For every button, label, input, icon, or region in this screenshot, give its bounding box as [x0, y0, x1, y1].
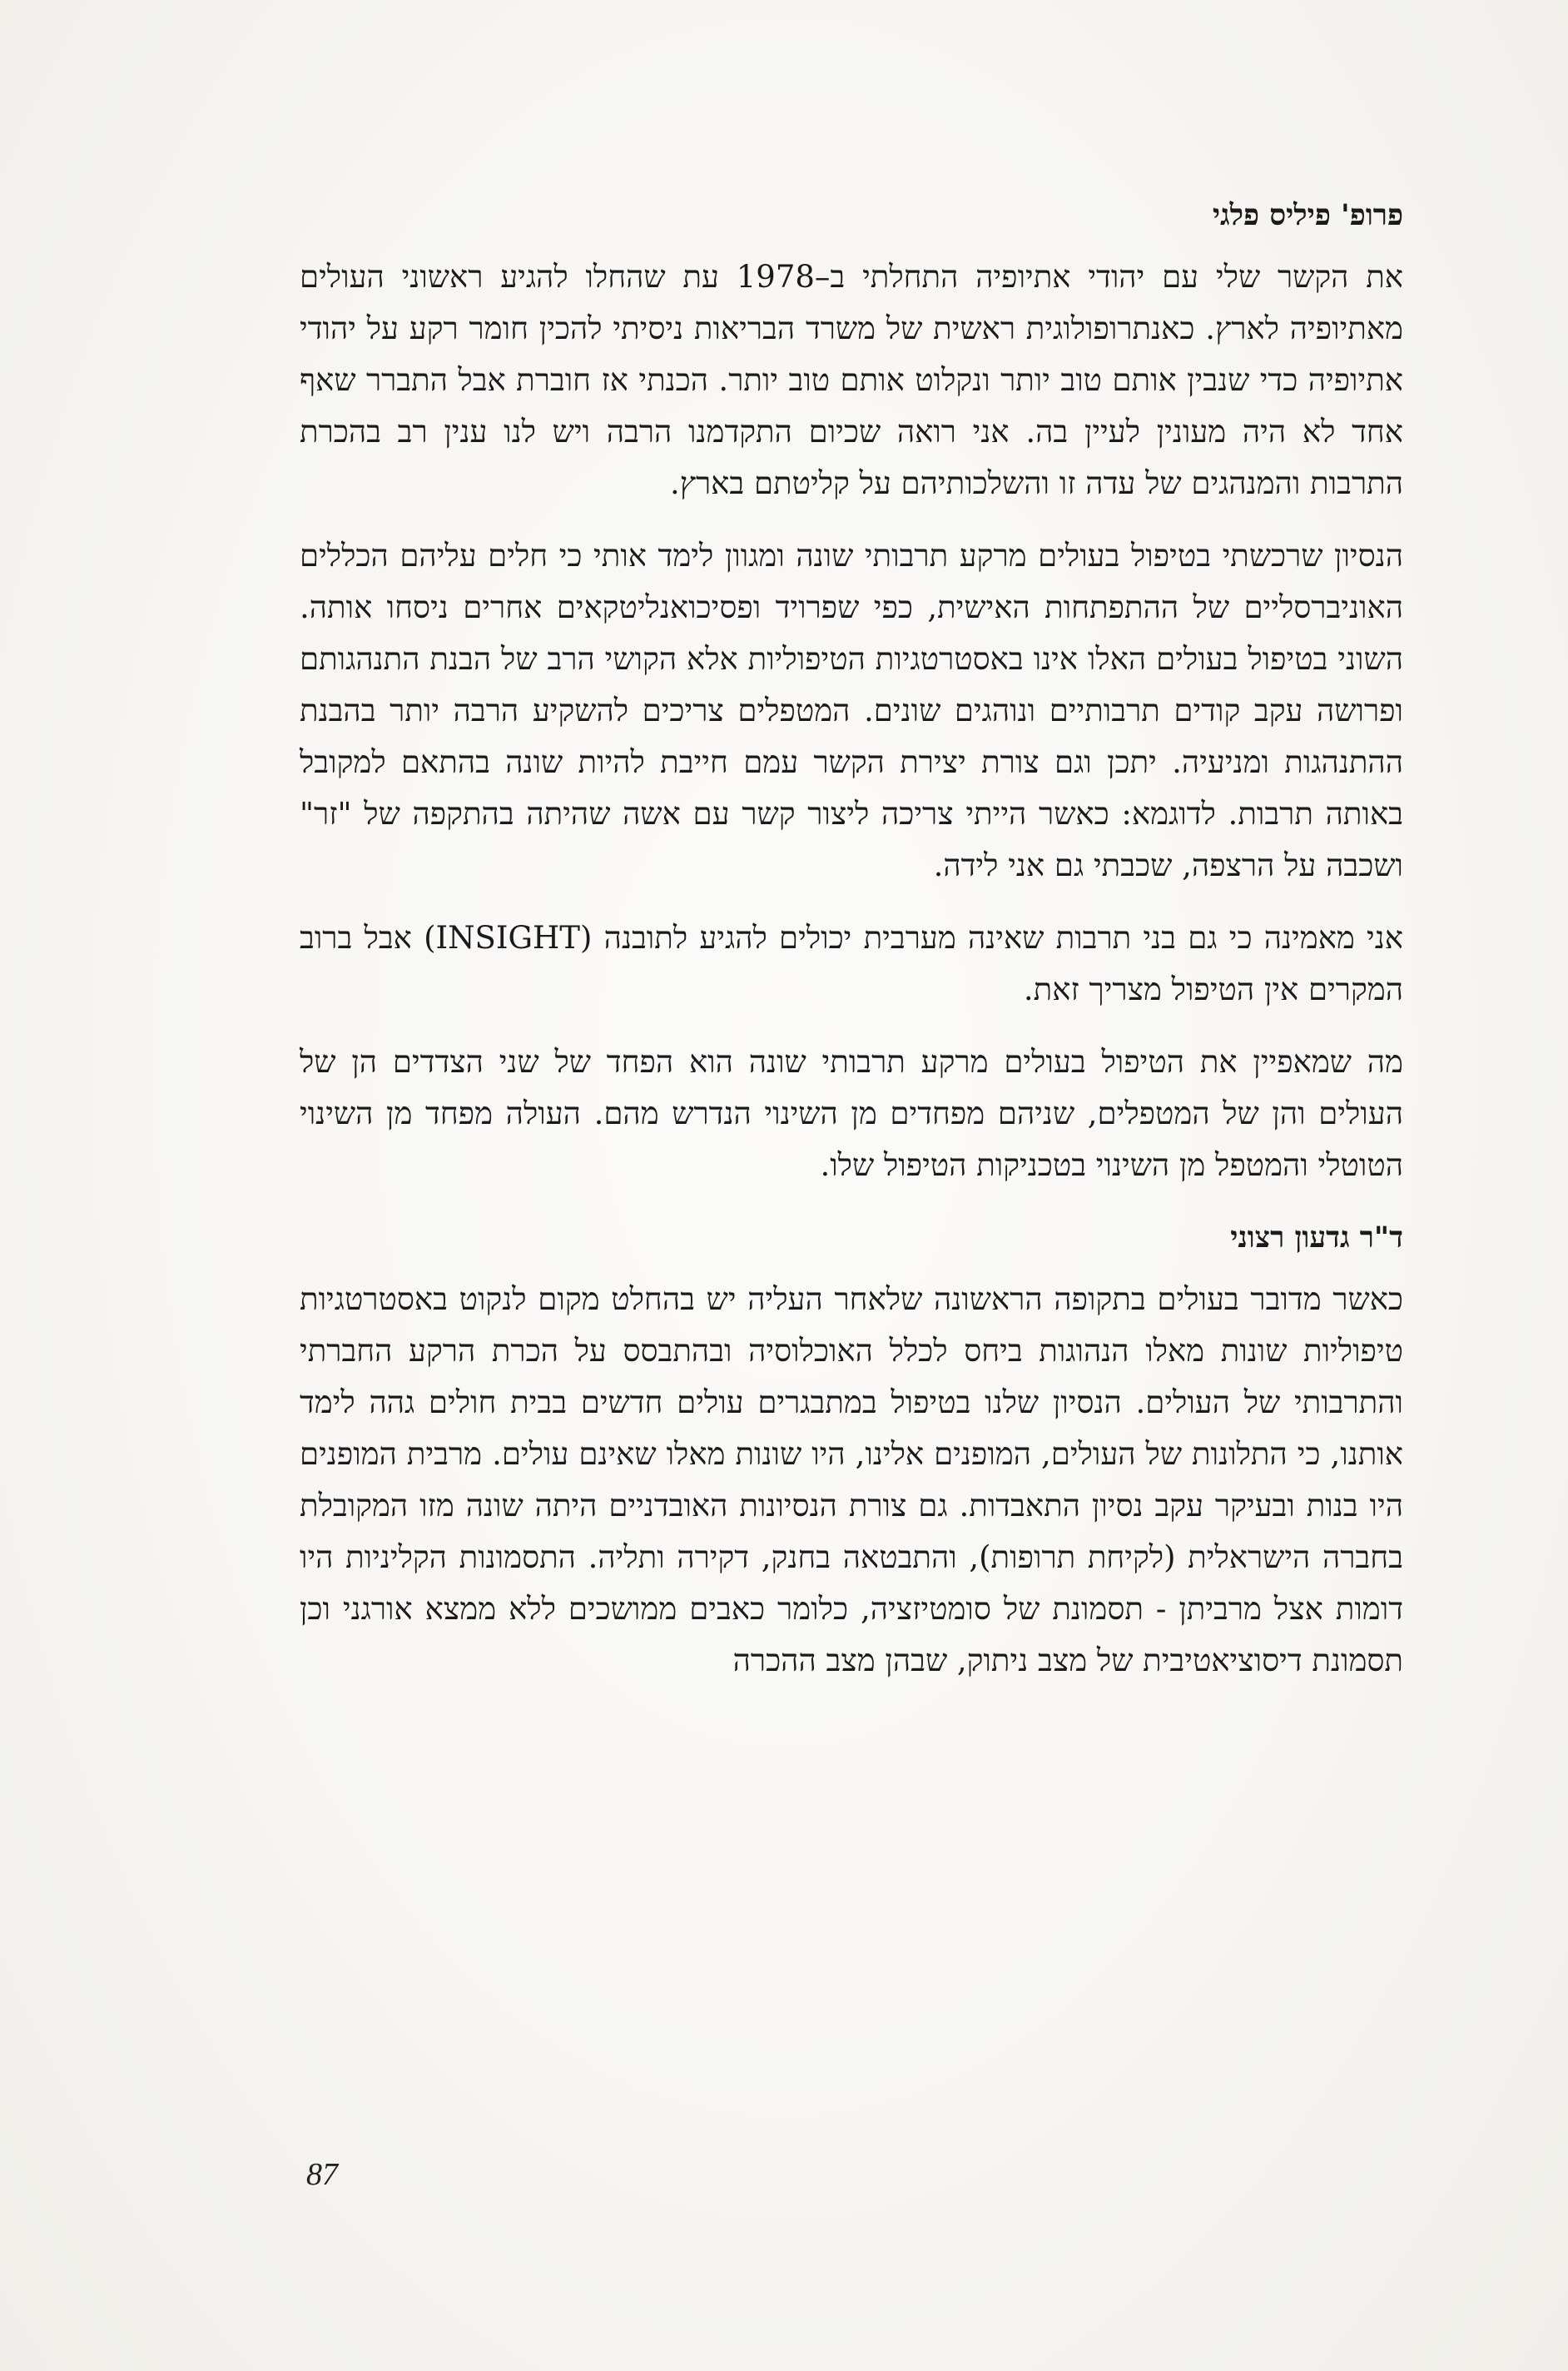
paragraph: הנסיון שרכשתי בטיפול בעולים מרקע תרבותי שונה ומגוון לימד אותי כי חלים עליהם הכללים האוניברסליים של ההתפתחות האישית, כפי שפרויד ופסיכואנליטקאים אחרים ניסחו אותה. השוני בטיפול בעולים האלו אינו באסטרטגיות הטיפוליות אלא הקושי הרב של הבנת התנהגותם ופרושה עקב קודים תרבותיים ונוהגים שונים. המטפלים צריכים להשקיע הרבה יותר בהבנת ההתנהגות ומניעיה. יתכן וגם צורת יצירת הקשר עמם חייבת להיות שונה בהתאם למקובל באותה תרבות. לדוגמא: כאשר הייתי צריכה ליצור קשר עם אשה שהיתה בהתקפה של "זר" ושכבה על הרצפה, שכבתי גם אני לידה. — [300, 538, 1403, 883]
page-number: 87 — [306, 2157, 338, 2192]
section-heading-palgi: פרופ' פיליס פלגי — [1212, 198, 1403, 232]
section-heading-ratzoni: ד"ר גדעון רצוני — [1230, 1220, 1403, 1255]
paragraph: אני מאמינה כי גם בני תרבות שאינה מערבית יכולים להגיע לתובנה (INSIGHT) אבל ברוב המקרים אין הטיפול מצריך זאת. — [300, 920, 1403, 1007]
paragraph: את הקשר שלי עם יהודי אתיופיה התחלתי ב–1978 עת שהחלו להגיע ראשוני העולים מאתיופיה לארץ. כאנתרופולוגית ראשית של משרד הבריאות ניסיתי להכין חומר רקע על יהודי אתיופיה כדי שנבין אותם טוב יותר ונקלוט אותם טוב יותר. הכנתי אז חוברת אבל התברר שאף אחד לא היה מעונין לעיין בה. אני רואה שכיום התקדמנו הרבה ויש לנו ענין רב בהכרת התרבות והמנהגים של עדה זו והשלכותיהם על קליטתם בארץ. — [300, 259, 1403, 501]
text-column — [300, 190, 1403, 1707]
paragraph: מה שמאפיין את הטיפול בעולים מרקע תרבותי שונה הוא הפחד של שני הצדדים הן של העולים והן של המטפלים, שניהם מפחדים מן השינוי הנדרש מהם. העולה מפחד מן השינוי הטוטלי והמטפל מן השינוי בטכניקות הטיפול שלו. — [300, 1044, 1403, 1183]
paragraph: כאשר מדובר בעולים בתקופה הראשונה שלאחר העליה יש בהחלט מקום לנקוט באסטרטגיות טיפוליות שונות מאלו הנהוגות ביחס לכלל האוכלוסיה ובהתבסס על הכרת הרקע החברתי והתרבותי של העולים. הנסיון שלנו בטיפול במתבגרים עולים חדשים בבית חולים גהה לימד אותנו, כי התלונות של העולים, המופנים אלינו, היו שונות מאלו שאינם עולים. מרבית המופנים היו בנות ובעיקר עקב נסיון התאבדות. גם צורת הנסיונות האובדניים היתה שונה מזו המקובלת בחברה הישראלית (לקיחת תרופות), והתבטאה בחנק, דקירה ותליה. התסמונות הקליניות היו דומות אצל מרביתן - תסמונת של סומטיזציה, כלומר כאבים ממושכים ללא ממצא אורגני וכן תסמונת דיסוציאטיבית של מצב ניתוק, שבהן מצב ההכרה — [300, 1281, 1403, 1678]
